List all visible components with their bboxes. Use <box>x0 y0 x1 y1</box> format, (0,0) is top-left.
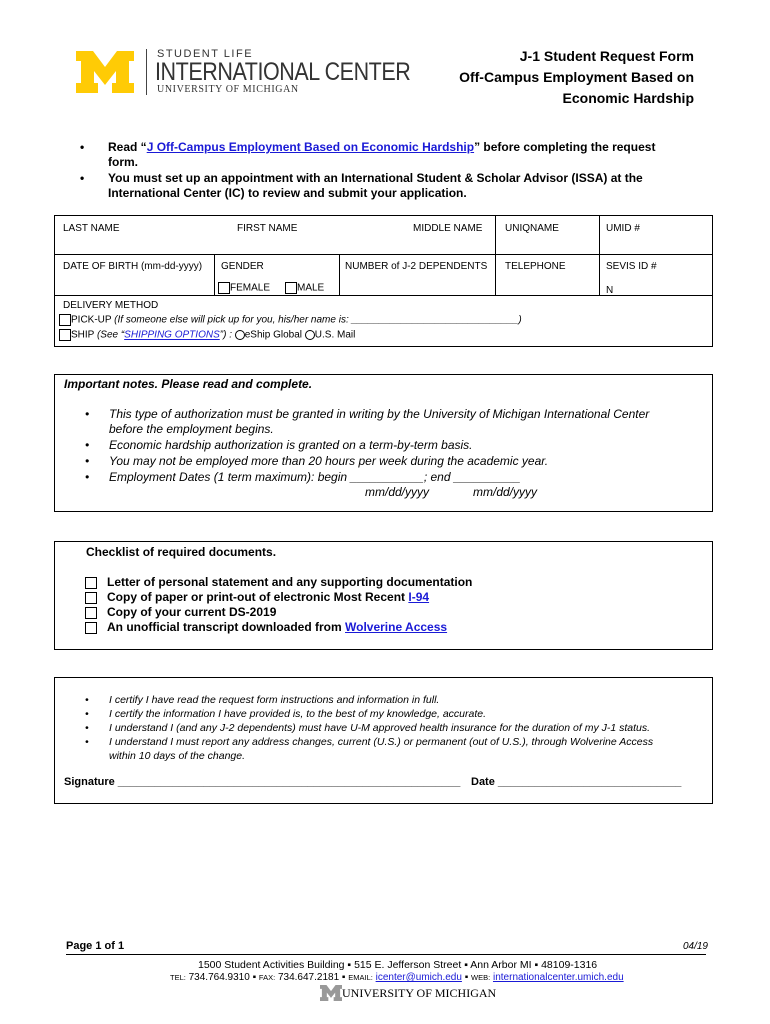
checklist-checkbox[interactable] <box>85 577 97 589</box>
eship-label: eShip Global <box>244 329 303 341</box>
i94-link[interactable]: I-94 <box>408 590 430 604</box>
document-checklist-box <box>54 541 713 650</box>
ship-label: SHIP <box>71 329 97 341</box>
fax-label: FAX: <box>258 973 276 982</box>
male-checkbox[interactable] <box>285 282 297 294</box>
hardship-info-link[interactable]: J Off-Campus Employment Based on Economic Hardship <box>146 140 475 154</box>
table-col-divider <box>495 216 496 254</box>
sevis-field[interactable]: SEVIS ID # <box>606 261 657 272</box>
table-col-divider <box>339 254 340 295</box>
female-checkbox[interactable] <box>218 282 230 294</box>
checklist-text: Letter of personal statement and any supporting documentation <box>107 575 473 589</box>
table-col-divider <box>495 254 496 295</box>
intro-bullet-2: • You must set up an appointment with an International Student & Scholar Advisor (ISSA) at the International Center (IC) to review and submit your application. <box>80 171 643 200</box>
wolverine-access-link[interactable]: Wolverine Access <box>345 620 448 634</box>
notes-heading: Important notes. Please read and complete. <box>64 377 313 391</box>
checklist-heading: Checklist of required documents. <box>86 545 277 559</box>
male-option[interactable] <box>285 282 324 294</box>
ship-note-suffix: ”) : <box>219 329 235 341</box>
form-title <box>459 46 694 109</box>
student-info-table <box>54 215 713 347</box>
intro-bullet-2-line-1: You must set up an appointment with an International Student & Scholar Advisor (ISSA) at the <box>108 171 643 185</box>
intro-bullet-1: • Read “J Off-Campus Employment Based on Economic Hardship” before completing the request form. <box>80 140 656 169</box>
pickup-option[interactable] <box>59 314 522 326</box>
certify-text: I certify the information I have provided is, to the best of my knowledge, accurate. <box>109 708 487 720</box>
checklist-item[interactable] <box>85 575 472 590</box>
logo-university: UNIVERSITY OF MICHIGAN <box>157 84 299 95</box>
usmail-label: U.S. Mail <box>314 329 356 341</box>
checklist-checkbox[interactable] <box>85 622 97 634</box>
note-text: This type of authorization must be granted in writing by the University of Michigan International Center <box>109 407 650 421</box>
checklist-checkbox[interactable] <box>85 607 97 619</box>
shipping-options-link[interactable]: SHIPPING OPTIONS <box>124 329 220 341</box>
checklist-text: An unofficial transcript downloaded from <box>107 620 346 634</box>
tel-value: 734.764.9310 <box>188 972 250 983</box>
pickup-note: (If someone else will pick up for you, his/her name is: ______________________________) <box>114 314 522 326</box>
university-block-m-logo <box>76 51 134 93</box>
note-text: Economic hardship authorization is granted on a term-by-term basis. <box>109 438 473 452</box>
begin-date-format: mm/dd/yyyy <box>365 485 430 499</box>
usmail-radio[interactable] <box>305 330 315 340</box>
sevis-prefix: N <box>606 285 614 296</box>
footer-block-m-logo <box>320 985 342 1001</box>
note-text: You may not be employed more than 20 hours per week during the academic year. <box>109 454 549 468</box>
table-col-divider <box>214 254 215 295</box>
dependents-field[interactable]: NUMBER of J-2 DEPENDENTS <box>345 261 488 272</box>
email-link[interactable]: icenter@umich.edu <box>375 972 462 983</box>
dob-field[interactable]: DATE OF BIRTH (mm-dd-yyyy) <box>63 261 203 272</box>
footer-address: 1500 Student Activities Building ▪ 515 E. Jefferson Street ▪ Ann Arbor MI ▪ 48109-1316 <box>198 959 598 971</box>
page-number: Page 1 of 1 <box>66 940 125 952</box>
intro-bullet-1-suffix: ” before completing the request <box>474 140 656 154</box>
telephone-field[interactable]: TELEPHONE <box>505 261 566 272</box>
ship-checkbox[interactable] <box>59 329 71 341</box>
checklist-text: Copy of your current DS-2019 <box>107 605 277 619</box>
important-notes-box: Important notes. Please read and complete. • This type of authorization must be granted in writing by the University of Michigan International Center before the employment begins. • Economic hardship authorization is granted on a term-by-term basis. • You may not be employed more than 20 hours per week during the academic year. • Employment Dates (1 term maximum): begin ___________; end __________ mm/dd/yyyy mm/dd/yyyy <box>54 374 713 512</box>
intro-bullet-1-prefix: Read “ <box>108 140 147 154</box>
checklist-text: Copy of paper or print-out of electronic Most Recent <box>107 590 409 604</box>
certification-box: • I certify I have read the request form instructions and information in full. • I certify the information I have provided is, to the best of my knowledge, accurate. • I understand I (and any J-2 dependents) must have U-M approved health insurance for the duration of my J-1 status. • I understand I must report any address changes, current (U.S.) or permanent (out of U.S.), through Wolverine Access within 10 days of the change. Signature ________________________________________________________ Date ______________________________ <box>54 677 713 804</box>
table-col-divider <box>599 216 600 295</box>
intro-bullets <box>80 140 700 202</box>
signature-line[interactable]: Signature ________________________________________________________ <box>64 776 461 788</box>
delivery-method-label: DELIVERY METHOD <box>63 300 159 311</box>
checklist-item[interactable] <box>85 620 447 635</box>
ship-note-prefix: (See “ <box>96 329 125 341</box>
website-link[interactable]: internationalcenter.umich.edu <box>492 972 624 983</box>
pickup-label: PICK-UP <box>71 314 115 326</box>
date-line[interactable]: Date ______________________________ <box>471 776 682 788</box>
checklist-item[interactable] <box>85 590 429 605</box>
middle-name-field[interactable]: MIDDLE NAME <box>413 223 483 234</box>
footer-university: UNIVERSITY OF MICHIGAN <box>342 986 497 1000</box>
male-label: MALE <box>297 282 325 294</box>
end-date-format: mm/dd/yyyy <box>473 485 538 499</box>
footer-contacts: TEL: 734.764.9310 ▪ FAX: 734.647.2181 ▪ EMAIL: icenter@umich.edu ▪ WEB: internationalcenter.umich.edu <box>170 972 624 983</box>
table-row-divider <box>55 295 712 296</box>
uniqname-field[interactable]: UNIQNAME <box>505 223 559 234</box>
fax-value: 734.647.2181 <box>277 972 340 983</box>
ship-option[interactable] <box>59 329 355 341</box>
female-option[interactable] <box>218 282 270 294</box>
table-row-divider <box>55 254 712 255</box>
certify-text: I understand I must report any address changes, current (U.S.) or permanent (out of U.S.), through Wolverine Access <box>109 736 654 748</box>
eship-radio[interactable] <box>235 330 245 340</box>
title-line-2: Off-Campus Employment Based on <box>459 69 694 85</box>
last-name-field[interactable]: LAST NAME <box>63 223 120 234</box>
first-name-field[interactable]: FIRST NAME <box>237 223 298 234</box>
certify-text: I understand I (and any J-2 dependents) must have U-M approved health insurance for the duration of my J-1 status. <box>109 722 651 734</box>
logo-international-center: INTERNATIONAL CENTER <box>155 58 411 86</box>
gender-label: GENDER <box>221 261 264 272</box>
intro-bullet-1-cont: form. <box>108 155 138 169</box>
checklist-checkbox[interactable] <box>85 592 97 604</box>
title-line-1: J-1 Student Request Form <box>519 48 694 64</box>
logo-divider <box>146 49 147 95</box>
female-label: FEMALE <box>230 282 271 294</box>
logo-student-life: STUDENT LIFE <box>157 48 254 60</box>
footer-rule <box>66 954 706 955</box>
certify-text: I certify I have read the request form instructions and information in full. <box>109 694 440 706</box>
intro-bullet-2-line-2: International Center (IC) to review and submit your application. <box>108 186 467 200</box>
certify-text: within 10 days of the change. <box>109 750 246 762</box>
umid-field[interactable]: UMID # <box>606 223 640 234</box>
pickup-checkbox[interactable] <box>59 314 71 326</box>
checklist-item[interactable] <box>85 605 276 620</box>
employment-dates-text[interactable]: Employment Dates (1 term maximum): begin ___________; end __________ <box>109 470 521 484</box>
email-label: EMAIL: <box>348 973 373 982</box>
title-line-3: Economic Hardship <box>562 90 694 106</box>
tel-label: TEL: <box>170 973 186 982</box>
note-text: before the employment begins. <box>109 422 274 436</box>
web-label: WEB: <box>471 973 491 982</box>
revision-date: 04/19 <box>682 941 708 952</box>
